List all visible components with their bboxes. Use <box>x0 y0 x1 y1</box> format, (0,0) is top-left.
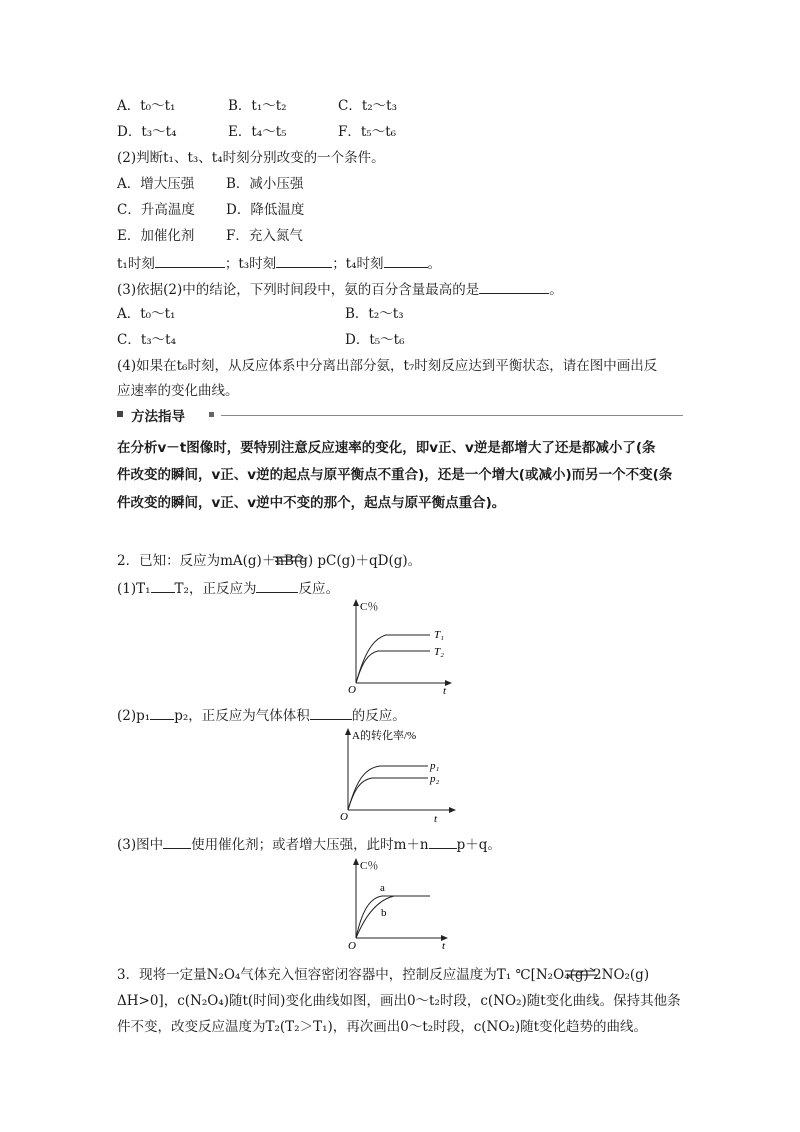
section-bullet-icon <box>117 411 123 417</box>
q1-option-c: C．t₂～t₃ <box>338 98 398 114</box>
q2-part2 <box>117 705 406 725</box>
q2-part3-c: p＋q。 <box>456 837 501 853</box>
graph-3-y-arrow <box>353 858 359 865</box>
q2-part2-b: p₂，正反应为气体体积 <box>174 708 310 724</box>
q1-option-e: E．t₄～t₅ <box>228 124 287 140</box>
graph-2-y-arrow <box>345 728 351 735</box>
q3-line-2: ΔH>0]，c(N₂O₄)随t(时间)变化曲线如图，画出0～t₂时段，c(NO₂)随t变化曲线。保持其他条 <box>117 993 681 1009</box>
t1-label: t₁时刻 <box>117 256 155 272</box>
t4-blank[interactable] <box>384 253 428 268</box>
graph-1-xlabel: t <box>443 685 447 697</box>
graph-1-origin: O <box>348 684 356 696</box>
q2-part1-blank2[interactable] <box>256 578 298 593</box>
q2-part2-c: 的反应。 <box>351 708 406 724</box>
graph-2 <box>334 726 464 826</box>
q1-part2-opt-d: D．降低温度 <box>226 202 305 218</box>
graph-1-ylabel: C％ <box>360 601 379 613</box>
q1-option-a: A．t₀～t₁ <box>117 98 176 114</box>
q2-part1-b: T₂，正反应为 <box>174 581 257 597</box>
q1-part3-opt-c: C．t₃～t₄ <box>117 332 177 348</box>
q2-part3-a: (3)图中 <box>117 837 164 853</box>
q1-option-f: F．t₅～t₆ <box>338 124 397 140</box>
q2-part3-blank1[interactable] <box>163 834 191 849</box>
graph-2-curve-p2 <box>348 778 428 810</box>
q1-part2-opt-b: B．减小压强 <box>226 176 304 192</box>
method-line-2: 件改变的瞬间，v正、v逆的起点与原平衡点不重合)，还是一个增大(或减小)而另一个不变(条 <box>117 467 673 483</box>
q1-part3-text: (3)依据(2)中的结论，下列时间段中，氨的百分含量最高的是 <box>117 282 480 298</box>
q2-part3 <box>117 834 501 854</box>
q1-option-d: D．t₃～t₄ <box>117 124 177 140</box>
q1-option-b: B．t₁～t₂ <box>228 98 287 114</box>
q3-line-3: 件不变，改变反应温度为T₂(T₂＞T₁)，再次画出0～t₂时段，c(NO₂)随t变化趋势的曲线。 <box>117 1019 648 1035</box>
graph-2-label-p1: p₁ <box>430 760 440 772</box>
graph-2-xlabel: t <box>434 813 438 825</box>
q1-part3-opt-d: D．t₅～t₆ <box>345 332 405 348</box>
method-section-header <box>117 405 683 425</box>
graph-3-origin: O <box>348 940 356 952</box>
graph-3 <box>340 856 460 952</box>
method-title: 方法指导 <box>131 409 185 425</box>
method-line-1: 在分析v－t图像时，要特别注意反应速率的变化，即v正、v逆是都增大了还是都减小了(条 <box>117 440 656 456</box>
graph-1-y-arrow <box>353 599 359 606</box>
q2-part1 <box>117 578 339 598</box>
reversible-arrow-icon-2 <box>563 967 599 979</box>
q1-part2-opt-c: C．升高温度 <box>117 202 195 218</box>
q2-part3-b: 使用催化剂；或者增大压强，此时m＋n <box>191 837 429 853</box>
graph-2-x-arrow <box>449 807 456 813</box>
graph-2-curve-p1 <box>348 766 428 810</box>
q1-part2-opt-e: E．加催化剂 <box>117 228 195 244</box>
graph-2-origin: O <box>340 811 348 823</box>
q1-part2-opt-f: F．充入氮气 <box>226 228 303 244</box>
q2-part1-a: (1)T₁ <box>117 581 151 597</box>
q2-intro: 2．已知：反应为mA(g)＋nB(g) pC(g)＋qD(g)。 <box>117 553 422 569</box>
graph-3-label-b: b <box>381 907 387 919</box>
q1-part3-blank[interactable] <box>479 279 549 294</box>
graph-1-label-t2: T₂ <box>434 646 444 658</box>
section-divider <box>221 415 683 416</box>
q2-part2-blank2[interactable] <box>310 705 352 720</box>
q2-part1-c: 反应。 <box>298 581 339 597</box>
graph-1 <box>340 597 460 697</box>
t4-label: ；t₄时刻 <box>332 256 384 272</box>
graph-1-curve-t1 <box>356 635 430 683</box>
graph-3-xlabel: t <box>442 940 446 952</box>
q1-part3-opt-a: A．t₀～t₁ <box>117 306 176 322</box>
q1-part4-line1: (4)如果在t₆时刻，从反应体系中分离出部分氨，t₇时刻反应达到平衡状态，请在图中画出反 <box>117 358 658 374</box>
q1-part3-opt-b: B．t₂～t₃ <box>345 306 404 322</box>
graph-2-label-p2: p₂ <box>430 773 440 785</box>
graph-1-label-t1: T₁ <box>434 629 444 641</box>
graph-3-ylabel: C％ <box>360 860 379 872</box>
q2-part2-blank1[interactable] <box>150 705 174 720</box>
q1-part2-opt-a: A．增大压强 <box>117 176 195 192</box>
q1-part4-line2: 应速率的变化曲线。 <box>117 383 239 399</box>
t1-blank[interactable] <box>155 253 225 268</box>
t3-label: ；t₃时刻 <box>224 256 277 272</box>
t3-blank[interactable] <box>276 253 332 268</box>
q2-part3-blank2[interactable] <box>429 834 457 849</box>
graph-1-curve-t2 <box>356 651 430 683</box>
q1-part2-answer-line <box>117 253 441 273</box>
q1-part2-stem: (2)判断t₁、t₃、t₄时刻分别改变的一个条件。 <box>117 150 385 166</box>
q1-part3-stem <box>117 279 563 299</box>
reversible-arrow-icon <box>271 553 307 565</box>
section-divider-mark <box>209 412 214 417</box>
q2-part2-a: (2)p₁ <box>117 708 151 724</box>
t4-end: 。 <box>427 256 442 272</box>
graph-2-ylabel: A的转化率/% <box>352 730 417 742</box>
q1-part3-end: 。 <box>549 282 563 298</box>
graph-3-label-a: a <box>380 882 385 894</box>
method-line-3: 件改变的瞬间，v正、v逆中不变的那个，起点与原平衡点重合)。 <box>117 495 506 511</box>
q2-part1-blank1[interactable] <box>151 578 175 593</box>
q3-line-1: 3．现将一定量N₂O₄气体充入恒容密闭容器中，控制反应温度为T₁ ℃[N₂O₄(g) 2NO₂(g) <box>117 967 650 983</box>
